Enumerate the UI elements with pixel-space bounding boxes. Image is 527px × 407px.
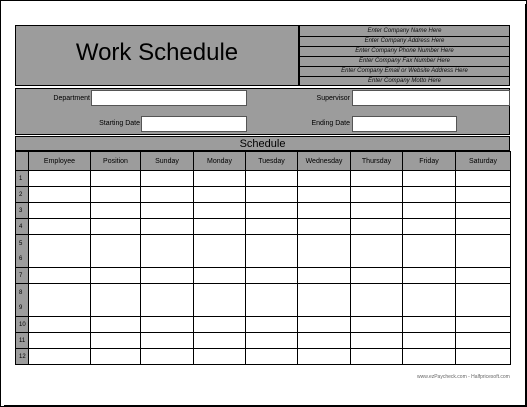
schedule-cell[interactable] xyxy=(29,317,91,333)
col-position: Position xyxy=(91,152,141,171)
row-number-label: 6 xyxy=(19,255,23,262)
row-number-label: 10 xyxy=(19,321,26,328)
schedule-cell[interactable] xyxy=(351,333,403,349)
schedule-cell[interactable] xyxy=(456,203,511,219)
schedule-cell[interactable] xyxy=(141,235,194,268)
table-row xyxy=(16,284,511,317)
schedule-cell[interactable] xyxy=(246,284,298,317)
schedule-cell[interactable] xyxy=(456,235,511,268)
company-motto-field[interactable]: Enter Company Motto Here xyxy=(367,78,442,84)
row-number-label: 8 xyxy=(19,289,23,296)
schedule-cell[interactable] xyxy=(403,268,456,284)
row-number-label: 5 xyxy=(19,240,23,247)
ending-date-input[interactable] xyxy=(352,116,457,132)
schedule-cell[interactable] xyxy=(29,203,91,219)
schedule-cell[interactable] xyxy=(91,268,141,284)
schedule-cell[interactable] xyxy=(403,333,456,349)
col-saturday: Saturday xyxy=(456,152,511,171)
schedule-cell[interactable] xyxy=(29,333,91,349)
col-friday: Friday xyxy=(403,152,456,171)
company-info-panel xyxy=(299,25,510,86)
schedule-cell[interactable] xyxy=(29,268,91,284)
schedule-cell[interactable] xyxy=(456,187,511,203)
schedule-cell[interactable] xyxy=(246,349,298,365)
department-input[interactable] xyxy=(91,90,247,106)
schedule-cell[interactable] xyxy=(194,268,246,284)
schedule-cell[interactable] xyxy=(91,349,141,365)
schedule-cell[interactable] xyxy=(403,203,456,219)
starting-date-input[interactable] xyxy=(141,116,247,132)
schedule-cell[interactable] xyxy=(91,235,141,268)
schedule-cell[interactable] xyxy=(456,171,511,187)
schedule-cell[interactable] xyxy=(298,187,351,203)
schedule-cell[interactable] xyxy=(298,317,351,333)
footer-credit: www.ezPaycheck.com - Halfpricesoft.com xyxy=(417,374,510,380)
schedule-cell[interactable] xyxy=(298,284,351,317)
schedule-cell[interactable] xyxy=(194,317,246,333)
row-number xyxy=(16,333,29,349)
schedule-cell[interactable] xyxy=(403,317,456,333)
schedule-cell[interactable] xyxy=(456,284,511,317)
table-row xyxy=(16,333,511,349)
schedule-cell[interactable] xyxy=(246,333,298,349)
row-number-label: 7 xyxy=(19,272,23,279)
schedule-cell[interactable] xyxy=(141,349,194,365)
schedule-cell[interactable] xyxy=(91,333,141,349)
schedule-cell[interactable] xyxy=(298,349,351,365)
schedule-cell[interactable] xyxy=(91,284,141,317)
schedule-cell[interactable] xyxy=(91,317,141,333)
company-address-field[interactable]: Enter Company Address Here xyxy=(300,36,509,47)
schedule-cell[interactable] xyxy=(246,268,298,284)
row-number xyxy=(16,268,29,284)
schedule-cell[interactable] xyxy=(91,219,141,235)
table-row xyxy=(16,235,511,268)
department-label: Department xyxy=(53,95,90,102)
schedule-cell[interactable] xyxy=(29,349,91,365)
schedule-cell[interactable] xyxy=(403,171,456,187)
schedule-cell[interactable] xyxy=(141,203,194,219)
table-row xyxy=(16,219,511,235)
schedule-cell[interactable] xyxy=(194,171,246,187)
schedule-cell[interactable] xyxy=(29,187,91,203)
schedule-cell[interactable] xyxy=(246,317,298,333)
schedule-cell[interactable] xyxy=(141,317,194,333)
info-panel xyxy=(15,88,510,135)
schedule-header-row xyxy=(16,152,511,171)
schedule-cell[interactable] xyxy=(403,349,456,365)
col-sunday: Sunday xyxy=(141,152,194,171)
col-thursday: Thursday xyxy=(351,152,403,171)
row-number xyxy=(16,187,29,203)
row-number xyxy=(16,203,29,219)
table-row xyxy=(16,203,511,219)
row-number-label: 1 xyxy=(19,175,23,182)
schedule-cell[interactable] xyxy=(194,203,246,219)
schedule-cell[interactable] xyxy=(298,171,351,187)
schedule-cell[interactable] xyxy=(246,203,298,219)
schedule-cell[interactable] xyxy=(403,284,456,317)
schedule-cell[interactable] xyxy=(141,284,194,317)
schedule-cell[interactable] xyxy=(91,203,141,219)
schedule-table xyxy=(15,151,511,365)
title-panel xyxy=(15,25,299,86)
schedule-cell[interactable] xyxy=(141,171,194,187)
schedule-cell[interactable] xyxy=(351,187,403,203)
schedule-cell[interactable] xyxy=(91,187,141,203)
schedule-cell[interactable] xyxy=(403,219,456,235)
schedule-cell[interactable] xyxy=(456,349,511,365)
schedule-cell[interactable] xyxy=(298,235,351,268)
schedule-cell[interactable] xyxy=(351,203,403,219)
schedule-cell[interactable] xyxy=(194,187,246,203)
schedule-cell[interactable] xyxy=(141,219,194,235)
row-number-label: 12 xyxy=(19,353,26,360)
table-row xyxy=(16,187,511,203)
col-wednesday: Wednesday xyxy=(298,152,351,171)
schedule-cell[interactable] xyxy=(456,268,511,284)
col-tuesday: Tuesday xyxy=(246,152,298,171)
schedule-cell[interactable] xyxy=(351,219,403,235)
schedule-cell[interactable] xyxy=(351,284,403,317)
schedule-cell[interactable] xyxy=(456,333,511,349)
table-row xyxy=(16,349,511,365)
row-number-label: 9 xyxy=(19,304,23,311)
schedule-cell[interactable] xyxy=(29,171,91,187)
schedule-cell[interactable] xyxy=(403,235,456,268)
row-number-label: 4 xyxy=(19,223,23,230)
table-row xyxy=(16,268,511,284)
col-monday: Monday xyxy=(194,152,246,171)
schedule-cell[interactable] xyxy=(246,187,298,203)
schedule-cell[interactable] xyxy=(298,268,351,284)
table-row xyxy=(16,171,511,187)
company-email-field[interactable]: Enter Company Email or Website Address Here xyxy=(300,66,509,77)
company-name-field[interactable]: Enter Company Name Here xyxy=(300,26,509,37)
col-employee: Employee xyxy=(29,152,91,171)
row-number-label: 3 xyxy=(19,207,23,214)
ending-date-label: Ending Date xyxy=(311,120,350,127)
schedule-cell[interactable] xyxy=(351,171,403,187)
schedule-cell[interactable] xyxy=(246,219,298,235)
row-number xyxy=(16,317,29,333)
schedule-cell[interactable] xyxy=(194,349,246,365)
schedule-cell[interactable] xyxy=(456,317,511,333)
schedule-cell[interactable] xyxy=(141,187,194,203)
row-number xyxy=(16,171,29,187)
schedule-cell[interactable] xyxy=(298,203,351,219)
schedule-cell[interactable] xyxy=(351,317,403,333)
row-number xyxy=(16,284,29,317)
starting-date-label: Starting Date xyxy=(99,120,140,127)
form-title: Work Schedule xyxy=(75,39,239,66)
schedule-cell[interactable] xyxy=(351,235,403,268)
schedule-cell[interactable] xyxy=(194,235,246,268)
schedule-cell[interactable] xyxy=(456,219,511,235)
schedule-cell[interactable] xyxy=(29,235,91,268)
schedule-cell[interactable] xyxy=(91,171,141,187)
company-phone-field[interactable]: Enter Company Phone Number Here xyxy=(300,46,509,57)
schedule-cell[interactable] xyxy=(246,171,298,187)
schedule-cell[interactable] xyxy=(298,219,351,235)
row-number-label: 2 xyxy=(19,191,23,198)
schedule-cell[interactable] xyxy=(29,284,91,317)
schedule-cell[interactable] xyxy=(194,333,246,349)
supervisor-input[interactable] xyxy=(352,90,510,106)
schedule-cell[interactable] xyxy=(194,284,246,317)
schedule-cell[interactable] xyxy=(298,333,351,349)
row-number-header xyxy=(16,152,29,171)
table-row xyxy=(16,317,511,333)
supervisor-label: Supervisor xyxy=(316,95,350,102)
schedule-cell[interactable] xyxy=(194,219,246,235)
schedule-cell[interactable] xyxy=(29,219,91,235)
schedule-title-bar xyxy=(15,136,510,151)
schedule-cell[interactable] xyxy=(351,268,403,284)
schedule-cell[interactable] xyxy=(141,333,194,349)
row-number xyxy=(16,235,29,268)
row-number xyxy=(16,219,29,235)
row-number-label: 11 xyxy=(19,337,26,344)
schedule-cell[interactable] xyxy=(403,187,456,203)
schedule-cell[interactable] xyxy=(141,268,194,284)
schedule-cell[interactable] xyxy=(246,235,298,268)
company-fax-field[interactable]: Enter Company Fax Number Here xyxy=(300,56,509,67)
schedule-title: Schedule xyxy=(239,138,286,150)
row-number xyxy=(16,349,29,365)
schedule-cell[interactable] xyxy=(351,349,403,365)
